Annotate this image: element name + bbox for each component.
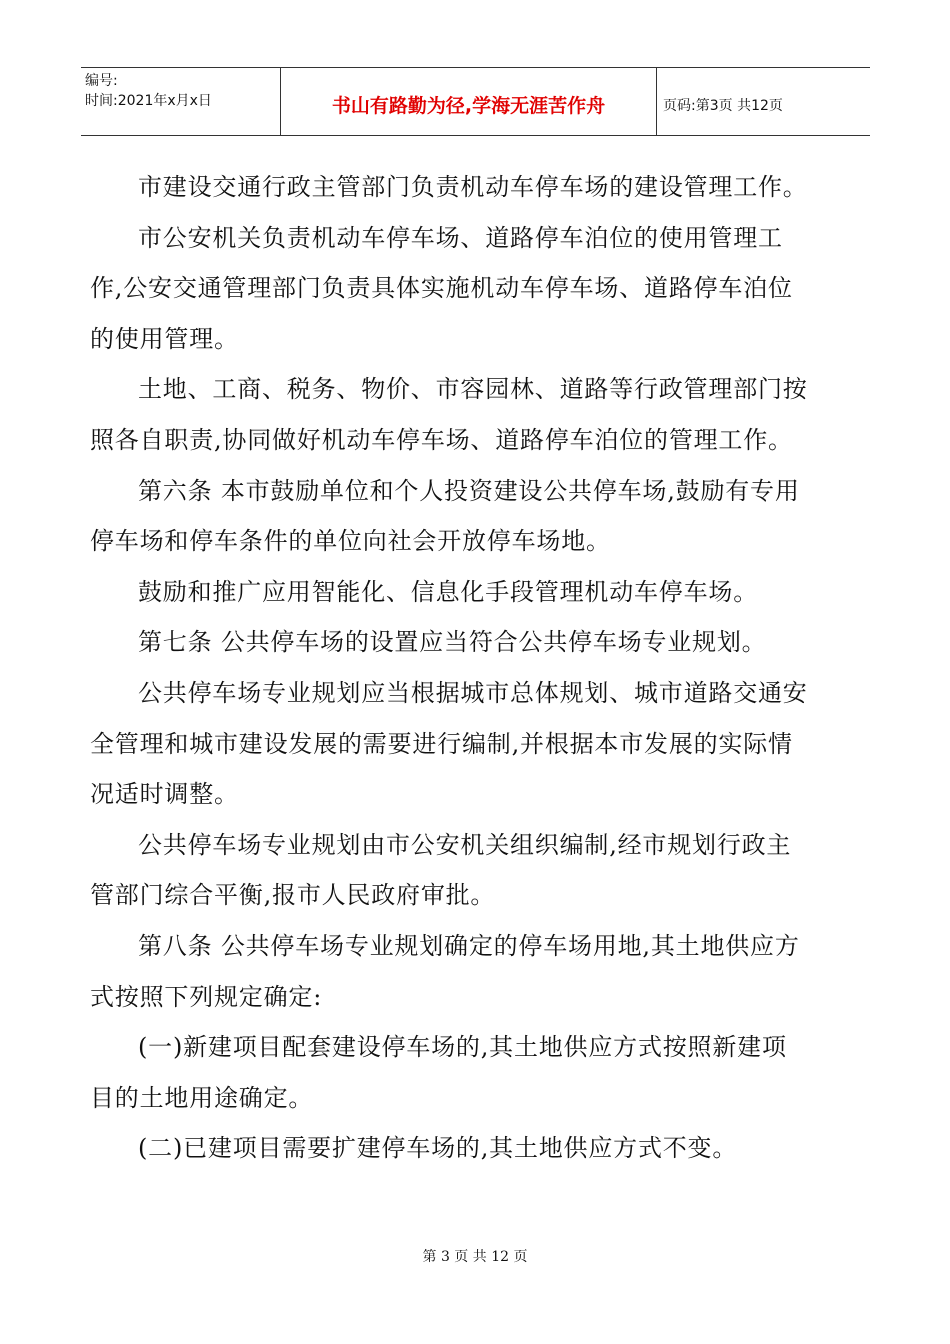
header-page-info: 页码:第3页 共12页: [663, 97, 783, 114]
paragraph: 第八条 公共停车场专业规划确定的停车场用地,其土地供应方式按照下列规定确定:: [90, 931, 800, 1011]
paragraph: 公共停车场专业规划由市公安机关组织编制,经市规划行政主管部门综合平衡,报市人民政府审批。: [90, 830, 792, 910]
paragraph: 鼓励和推广应用智能化、信息化手段管理机动车停车场。: [138, 577, 758, 606]
paragraph: 第七条 公共停车场的设置应当符合公共停车场专业规划。: [138, 628, 767, 657]
document-body: [90, 162, 810, 1174]
paragraph: 市公安机关负责机动车停车场、道路停车泊位的使用管理工作,公安交通管理部门负责具体实施机动车停车场、道路停车泊位的使用管理。: [90, 223, 793, 353]
document-number-label: 编号:: [85, 73, 118, 89]
paragraph: (一)新建项目配套建设停车场的,其土地供应方式按照新建项目的土地用途确定。: [90, 1033, 787, 1112]
paragraph: (二)已建项目需要扩建停车场的,其土地供应方式不变。: [138, 1134, 738, 1163]
header-meta: [81, 68, 281, 135]
paragraph: 市建设交通行政主管部门负责机动车停车场的建设管理工作。: [138, 173, 808, 201]
page-footer: 第 3 页 共 12 页: [422, 1249, 528, 1265]
document-date: 时间:2021年x月x日: [85, 93, 212, 109]
header-motto: 书山有路勤为径,学海无涯苦作舟: [281, 68, 657, 135]
paragraph: 公共停车场专业规划应当根据城市总体规划、城市道路交通安全管理和城市建设发展的需要进行编制,并根据本市发展的实际情况适时调整。: [90, 678, 808, 809]
paragraph: 土地、工商、税务、物价、市容园林、道路等行政管理部门按照各自职责,协同做好机动车停车场、道路停车泊位的管理工作。: [90, 375, 808, 454]
document-header: [81, 67, 870, 136]
paragraph: 第六条 本市鼓励单位和个人投资建设公共停车场,鼓励有专用停车场和停车条件的单位向社会开放停车场地。: [90, 476, 800, 556]
